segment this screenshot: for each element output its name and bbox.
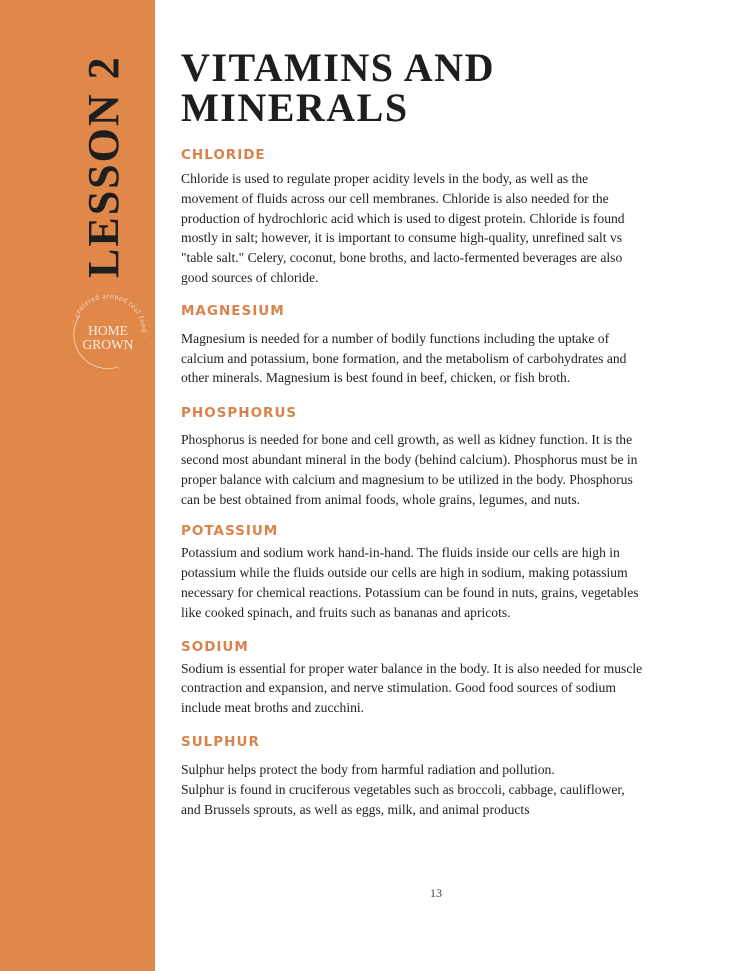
section-body: Sodium is essential for proper water balance in the body. It is also needed for muscle contraction and expansion, and nerve stimulation. Good food sources of sodium include meat broths and zucchini. — [181, 660, 643, 716]
page-title — [181, 45, 681, 130]
section-sulphur — [181, 733, 681, 819]
section-heading: SODIUM — [181, 638, 249, 655]
home-grown-logo — [66, 291, 150, 375]
section-body: Phosphorus is needed for bone and cell growth, as well as kidney function. It is the second most abundant mineral in the body (behind calcium). Phosphorus must be in proper balance with calcium and magnesium to be utilized in the body. Phosphorus can be best obtained from animal foods, whole grains, legumes, and nuts. — [181, 432, 638, 507]
section-heading: PHOSPHORUS — [181, 405, 298, 422]
section-body: Potassium and sodium work hand-in-hand. The fluids inside our cells are high in potassium while the fluids outside our cells are high in sodium, making potassium necessary for chemical reactions. Potassium can be found in nuts, grains, vegetables like cooked spinach, and fruits such as bananas and apricots. — [181, 545, 639, 620]
section-heading: CHLORIDE — [181, 147, 266, 163]
title-line-1: VITAMINS AND — [181, 45, 495, 90]
logo-line-home: HOME — [88, 323, 128, 338]
page-number: 13 — [430, 886, 442, 900]
page-content — [181, 45, 681, 819]
logo-arc-text: · centered around real food · — [68, 291, 150, 340]
section-heading: SULPHUR — [181, 733, 260, 750]
section-body: Magnesium is needed for a number of bodily functions including the uptake of calcium and potassium, bone formation, and the metabolism of carbohydrates and other minerals. Magnesium is best found in beef, chicken, or fish broth. — [181, 330, 627, 386]
section-potassium — [181, 522, 681, 622]
lesson-label: LESSON 2 — [79, 55, 128, 278]
section-heading: MAGNESIUM — [181, 302, 285, 319]
title-line-2: MINERALS — [181, 85, 409, 130]
section-phosphorus — [181, 404, 681, 509]
section-chloride — [181, 146, 681, 288]
section-body: Chloride is used to regulate proper acidity levels in the body, as well as the movement of fluids across our cell membranes. Chloride is also needed for the production of hydrochloric acid which is used to digest protein. Chloride is found mostly in salt; however, it is important to consume high-quality, unrefined salt vs "table salt." Celery, coconut, bone broths, and lacto-fermented beverages are also good sources of chloride. — [181, 171, 625, 285]
section-heading: POTASSIUM — [181, 523, 279, 540]
sidebar-band — [0, 0, 155, 971]
logo-line-grown: GROWN — [82, 337, 134, 352]
section-magnesium — [181, 302, 681, 388]
section-body: Sulphur helps protect the body from harmful radiation and pollution. Sulphur is found in cruciferous vegetables such as broccoli, cabbage, cauliflower, and Brussels sprouts, as well as eggs, milk, and animal products — [181, 761, 625, 817]
section-sodium — [181, 638, 681, 718]
